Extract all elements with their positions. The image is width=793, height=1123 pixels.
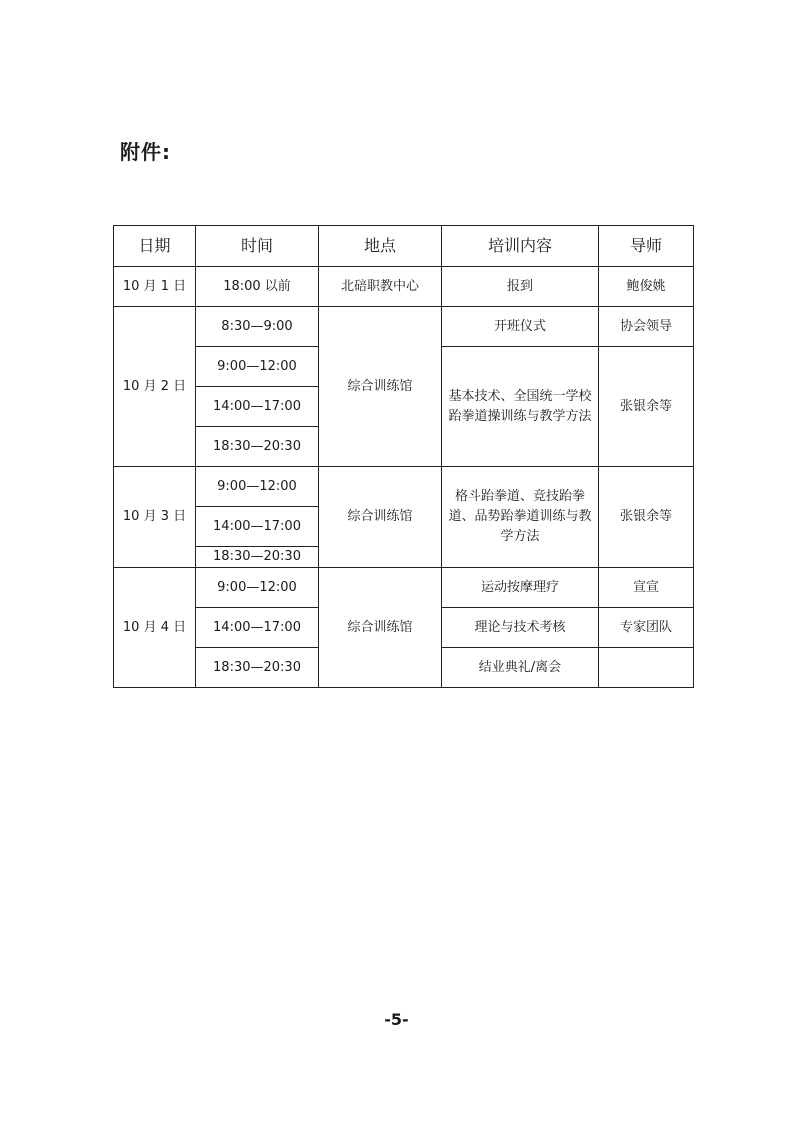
mentor-cell: 协会领导 — [599, 307, 694, 347]
date-cell: 10 月 2 日 — [114, 307, 196, 467]
time-cell: 9:00—12:00 — [196, 568, 319, 608]
time-cell: 9:00—12:00 — [196, 347, 319, 387]
mentor-cell: 张银余等 — [599, 347, 694, 467]
mentor-cell — [599, 648, 694, 688]
content-cell: 理论与技术考核 — [442, 608, 599, 648]
table-header-row — [114, 226, 694, 267]
training-schedule-table — [113, 225, 694, 688]
mentor-cell: 宣宣 — [599, 568, 694, 608]
content-cell: 基本技术、全国统一学校跆拳道操训练与教学方法 — [442, 347, 599, 467]
content-cell: 报到 — [442, 267, 599, 307]
time-cell: 14:00—17:00 — [196, 608, 319, 648]
mentor-cell: 张银余等 — [599, 467, 694, 568]
time-cell: 18:30—20:30 — [196, 547, 319, 568]
content-cell: 开班仪式 — [442, 307, 599, 347]
header-content: 培训内容 — [442, 226, 599, 267]
time-cell: 8:30—9:00 — [196, 307, 319, 347]
page-number: -5- — [384, 1010, 409, 1029]
location-cell: 综合训练馆 — [319, 467, 442, 568]
date-cell: 10 月 4 日 — [114, 568, 196, 688]
header-date: 日期 — [114, 226, 196, 267]
content-cell: 格斗跆拳道、竞技跆拳道、品势跆拳道训练与教学方法 — [442, 467, 599, 568]
page-heading: 附件: — [120, 140, 171, 164]
location-cell: 综合训练馆 — [319, 568, 442, 688]
table-row — [114, 307, 694, 347]
table-row — [114, 568, 694, 608]
header-location: 地点 — [319, 226, 442, 267]
time-cell: 18:30—20:30 — [196, 427, 319, 467]
mentor-cell: 鲍俊姚 — [599, 267, 694, 307]
time-cell: 9:00—12:00 — [196, 467, 319, 507]
location-cell: 北碚职教中心 — [319, 267, 442, 307]
header-mentor: 导师 — [599, 226, 694, 267]
date-cell: 10 月 1 日 — [114, 267, 196, 307]
time-cell: 18:30—20:30 — [196, 648, 319, 688]
time-cell: 14:00—17:00 — [196, 507, 319, 547]
table-row — [114, 267, 694, 307]
date-cell: 10 月 3 日 — [114, 467, 196, 568]
location-cell: 综合训练馆 — [319, 307, 442, 467]
content-cell: 运动按摩理疗 — [442, 568, 599, 608]
time-cell: 18:00 以前 — [196, 267, 319, 307]
table-row — [114, 467, 694, 507]
time-cell: 14:00—17:00 — [196, 387, 319, 427]
header-time: 时间 — [196, 226, 319, 267]
content-cell: 结业典礼/离会 — [442, 648, 599, 688]
mentor-cell: 专家团队 — [599, 608, 694, 648]
